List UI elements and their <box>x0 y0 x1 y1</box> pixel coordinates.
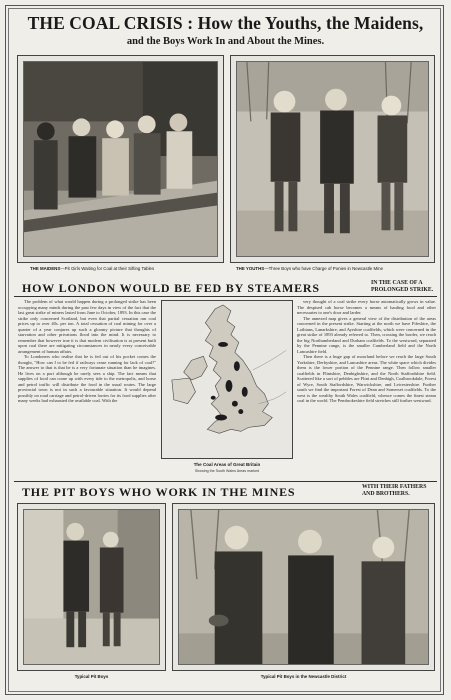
youths-illustration <box>237 62 428 256</box>
caption-youths <box>236 266 383 271</box>
photo-maidens-image <box>23 61 218 257</box>
article-col2-para2: The annexed map gives a general view of the distribution of the areas concerned in the present strike. Starting at the north we have Fifeshire, the Lothians, Lanarkshire, and Ayrshire coalfields, which were concerned in the great strike of 1893 already referred to. Then, crossing the border, we reach the big Northumberland and Durham coalfields. To the westward, separated by the Pennine range, is the smaller Cumberland field and the North Lancashire field. <box>297 315 436 354</box>
newcastle-boys-illustration <box>179 510 428 664</box>
section-london-title: HOW LONDON WOULD BE FED BY STEAMERS <box>22 281 320 295</box>
caption-maidens <box>30 266 154 271</box>
photo-pit-boys-image <box>23 509 160 665</box>
caption-pit-boys: Typical Pit Boys <box>74 674 109 679</box>
photo-newcastle-boys-image <box>178 509 429 665</box>
map-subcaption: Showing the South Wales Areas marked <box>194 469 260 473</box>
section-pitboys-side <box>362 484 426 497</box>
article-col-2 <box>297 299 436 478</box>
article-col1-para1: The problem of what would happen during a prolonged strike has been occupying many minds during the past few days in view of the fact that the last great strike of miners lasted from June to October, 1893. In this case the strike only concerned Scotland, but even that partial cessation ran coal prices up to over 40s. per ton. A total cessation of coal mining for over a quarter of a year conjures up such a gloomy picture that thoughts of starvation and other privations flood into the mind. It is necessary to remember that however true it is that modern civilisation is at present built upon coal there are mitigating circumstances in nearly every conceivable arrangement of human affairs. <box>18 299 156 354</box>
map-great-britain <box>162 301 292 458</box>
caption-newcastle-boys: Typical Pit Boys in the Newcastle District <box>260 674 347 679</box>
section-pitboys-side-line2: AND BROTHERS. <box>362 490 410 497</box>
article-col-1 <box>18 299 156 467</box>
photo-maidens <box>17 55 224 263</box>
photo-newcastle-boys <box>172 503 435 671</box>
article-col2-para1: very thought of a coal strike every horse automatically grows in value. The despised cab horse becomes a means of hauling food and other necessaries to one's door and larder. <box>297 299 436 315</box>
section-london-side <box>371 280 433 293</box>
maidens-illustration <box>24 62 217 256</box>
photo-youths-image <box>236 61 429 257</box>
section-pitboys-title: THE PIT BOYS WHO WORK IN THE MINES <box>22 485 296 499</box>
photo-youths <box>230 55 435 263</box>
photo-pit-boys <box>17 503 166 671</box>
article-col1-para2: To Londoners who realise that he is fed out of his pocket comes the thought, "How can I to be fed if railways cease running for lack of coal?" The answer to that is that he is a very fortunate situation than he imagines. He lives on a port although he rarely sees a ship. The fact means that supplies of food can come up with every tide to the metropolis, and horse and petrol traffic will distribute the food in the usual routes. The large provincial town is not in such a favourable situation. It would depend possibly on road carriage and petrol-driven lorries for its food supplies after many weeks had exhausted the available coal. With the <box>18 354 156 403</box>
section-london-side-line1: IN THE CASE OF A <box>371 280 423 286</box>
caption-maidens-rest: —Pit Girls Waiting for Coal at their Sifting Tables <box>60 266 155 271</box>
article-col2-para3: Then there is a huge gap of moorland before we reach the large South Yorkshire, Derbyshire, and Lancashire areas. The white space which divides them is the lower portion of the Pennine range. Then follow smaller coalfields in Flintshire, Denbighshire, and the North Staffordshire field. Scattered like a sort of pebbles are Flint and Denbigh, Coalbrookdale, Forest of Wyre, South Staffordshire, Warwickshire, and Leicestershire. Further south we find the important Forest of Dean and Somerset coalfields. To the west is the wealthy South Wales coalfield, whence comes the finest steam coal in the world. The Pembrokeshire field stretches still further westward. <box>297 354 436 403</box>
page-subtitle: and the Boys Work In and About the Mines. <box>126 36 325 47</box>
page-title: THE COAL CRISIS : How the Youths, the Maidens, <box>27 13 424 33</box>
caption-maidens-lead: THE MAIDENS <box>30 266 61 271</box>
section-pitboys-side-line1: WITH THEIR FATHERS <box>362 484 427 490</box>
map-caption: The Coal Areas of Great Britain <box>193 462 261 467</box>
section-london-side-line2: PROLONGED STRIKE. <box>371 286 434 293</box>
coal-map <box>161 300 293 459</box>
section-pitboys-rule-top <box>14 481 437 482</box>
pit-boys-illustration <box>24 510 159 664</box>
caption-youths-lead: THE YOUTHS <box>236 266 265 271</box>
section-london-rule <box>14 296 437 297</box>
caption-youths-rest: —Three Boys who have Charge of Ponies in Newcastle Mine <box>264 266 384 271</box>
